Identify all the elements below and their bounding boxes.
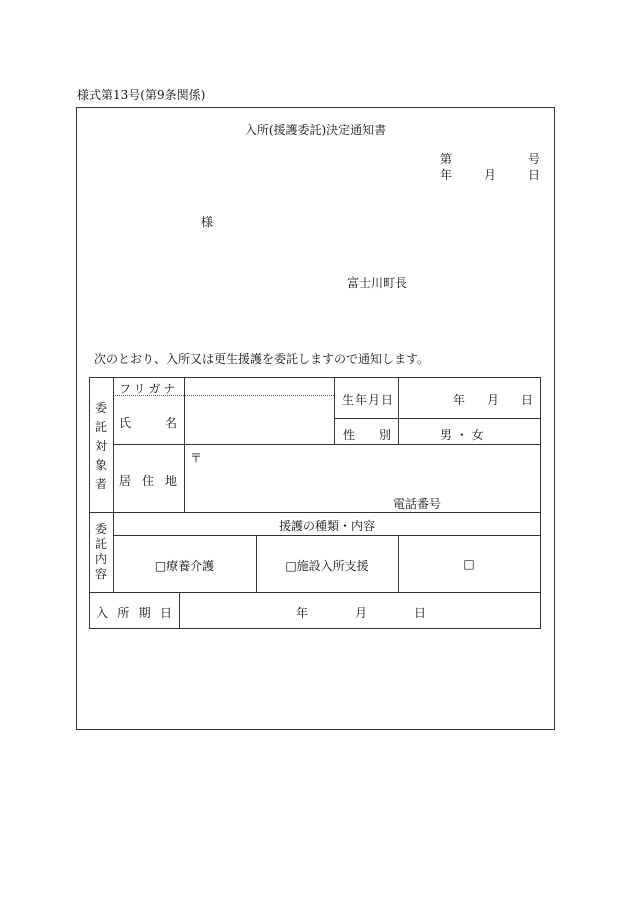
- address-row-divider: [113, 444, 541, 445]
- dob-day-label: 日: [520, 393, 533, 407]
- option-facility-support[interactable]: □施設入所支援: [285, 559, 369, 573]
- admission-label-d: 日: [159, 606, 172, 620]
- admission-month-label: 月: [354, 606, 367, 620]
- address-label-a: 居: [119, 474, 132, 488]
- admission-label: [96, 604, 172, 621]
- gender-label-b: 別: [378, 428, 391, 442]
- name-label-a: 氏: [119, 416, 132, 430]
- admission-row-divider: [89, 592, 541, 593]
- gender-label-a: 性: [343, 428, 356, 442]
- dob-label-left-divider: [334, 377, 335, 444]
- issue-date: [440, 166, 540, 183]
- table-border-top: [89, 377, 541, 378]
- admission-value: [296, 604, 426, 621]
- details-table: [89, 377, 541, 629]
- furigana-label: フリガナ: [119, 382, 179, 396]
- document-title: 入所(援護委託)決定通知書: [244, 123, 387, 137]
- issuer-name: 富士川町長: [347, 276, 408, 290]
- notice-text: 次のとおり、入所又は更生援護を委託しますので通知します。: [94, 352, 430, 366]
- postal-mark: 〒: [190, 451, 203, 465]
- document-number: [440, 150, 540, 167]
- content-header-divider: [113, 535, 541, 536]
- issue-month-label: 月: [483, 168, 496, 182]
- admission-label-a: 入: [96, 606, 109, 620]
- address-label-b: 住: [141, 474, 154, 488]
- phone-label: 電話番号: [393, 497, 442, 511]
- address-label: [119, 472, 177, 489]
- name-label-b: 名: [164, 416, 177, 430]
- dob-month-label: 月: [486, 393, 499, 407]
- table-border-bottom: [89, 628, 541, 629]
- dob-label: 生年月日: [342, 393, 395, 407]
- address-label-c: 地: [164, 474, 177, 488]
- admission-year-label: 年: [296, 606, 309, 620]
- dob-label-right-divider: [398, 377, 399, 444]
- dob-gender-divider: [334, 418, 541, 419]
- admission-label-divider: [179, 592, 180, 629]
- admission-day-label: 日: [413, 606, 426, 620]
- section-content-label: 委託内容: [95, 522, 108, 581]
- dob-year-label: 年: [453, 393, 466, 407]
- gender-value: 男 ・ 女: [440, 428, 484, 442]
- section-divider: [89, 512, 541, 513]
- content-header: 援護の種類・内容: [278, 519, 375, 533]
- dob-value: [453, 391, 533, 408]
- addressee-suffix: 様: [201, 215, 214, 229]
- gender-label: [343, 426, 391, 443]
- form-number-label: 様式第13号(第9条関係): [77, 88, 206, 102]
- admission-label-c: 期: [138, 606, 151, 620]
- section-target-label: 委託対象者: [95, 401, 108, 491]
- issue-day-label: 日: [527, 168, 540, 182]
- admission-label-b: 所: [117, 606, 130, 620]
- option-other[interactable]: □: [463, 557, 475, 571]
- name-label: [119, 414, 177, 431]
- option-nursing-care[interactable]: □療養介護: [154, 559, 215, 573]
- number-prefix: 第: [440, 152, 453, 166]
- issue-year-label: 年: [440, 168, 453, 182]
- number-suffix: 号: [527, 152, 540, 166]
